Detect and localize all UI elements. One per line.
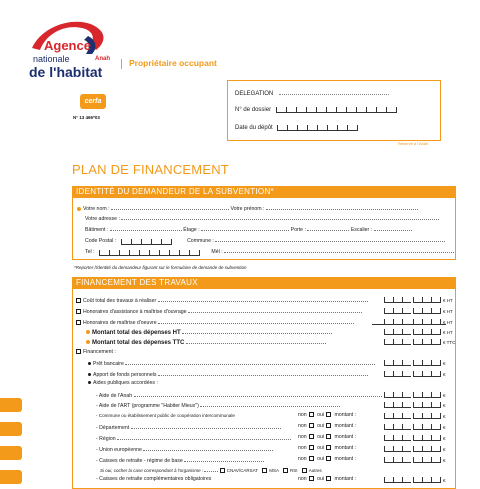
adresse-field[interactable] bbox=[121, 214, 439, 220]
oui-checkbox[interactable] bbox=[326, 476, 331, 481]
leader-dots bbox=[186, 338, 326, 344]
montant-label: montant : bbox=[334, 423, 357, 429]
financement-heading: FINANCEMENT DES TRAVAUX bbox=[72, 277, 456, 289]
commune-epci-label: - Commune ou établissement public de coopération intercommunale bbox=[96, 413, 235, 418]
msa-checkbox[interactable] bbox=[262, 468, 267, 473]
depot-date-field[interactable] bbox=[277, 125, 358, 131]
batiment-field[interactable] bbox=[110, 225, 182, 231]
rsi-checkbox[interactable] bbox=[283, 468, 288, 473]
bullet-icon bbox=[86, 330, 90, 334]
etage-label: Étage : bbox=[183, 227, 200, 233]
amount-field-apport[interactable] bbox=[384, 371, 446, 377]
side-tab[interactable] bbox=[0, 398, 22, 412]
oui-label: oui bbox=[317, 434, 325, 440]
non-label: non bbox=[298, 476, 307, 482]
oui-label: oui bbox=[317, 445, 325, 451]
leader-dots bbox=[134, 391, 382, 397]
leader-dots bbox=[182, 328, 332, 334]
reserve-note: Réservé à l'Anah bbox=[398, 141, 429, 146]
leader-dots bbox=[158, 370, 368, 376]
unit-label: € HT bbox=[443, 309, 453, 314]
oui-label: oui bbox=[317, 423, 325, 429]
non-checkbox[interactable] bbox=[309, 476, 314, 481]
leader-dots bbox=[188, 307, 362, 313]
financement-row bbox=[76, 349, 116, 356]
amount-field-montant-ttc[interactable] bbox=[384, 339, 455, 345]
honoraires-oeuvre-checkbox[interactable] bbox=[76, 320, 81, 325]
caisses-base-label: - Caisses de retraite - régime de base bbox=[96, 458, 183, 464]
dossier-row bbox=[235, 107, 397, 113]
identite-heading: IDENTITÉ DU DEMANDEUR DE LA SUBVENTION* bbox=[72, 186, 456, 198]
etage-field[interactable] bbox=[201, 225, 289, 231]
leader-dots bbox=[131, 423, 281, 429]
bullet-icon bbox=[88, 373, 91, 376]
financement-label: Financement : bbox=[83, 349, 116, 355]
commune-field[interactable] bbox=[215, 236, 445, 242]
leader-dots bbox=[158, 318, 354, 324]
cout-total-label: Coût total des travaux à réaliser bbox=[83, 298, 157, 304]
code-postal-label: Code Postal : bbox=[85, 238, 117, 244]
unit-label: € HT bbox=[443, 330, 453, 335]
non-checkbox[interactable] bbox=[309, 412, 314, 417]
region-row bbox=[96, 434, 291, 443]
financement-checkbox[interactable] bbox=[76, 349, 81, 354]
bullet-icon bbox=[86, 340, 90, 344]
prenom-field[interactable] bbox=[266, 204, 418, 210]
montant-label: montant : bbox=[334, 434, 357, 440]
oui-label: oui bbox=[317, 476, 325, 482]
prenom-label: Votre prénom : bbox=[230, 206, 265, 212]
dossier-number-field[interactable] bbox=[276, 107, 397, 113]
honoraires-ouvrage-row bbox=[76, 307, 362, 316]
dossier-label: N° de dossier bbox=[235, 107, 272, 113]
caisses-compl-label: - Caisses de retraite complémentaires obligatoires bbox=[96, 476, 212, 482]
leader-dots bbox=[143, 445, 273, 451]
honoraires-ouvrage-checkbox[interactable] bbox=[76, 309, 81, 314]
oui-label: oui bbox=[317, 412, 325, 418]
logo-text-anah: Anah bbox=[95, 56, 110, 62]
cerfa-logo: cerfa bbox=[80, 94, 106, 109]
amount-field-caisses-base[interactable] bbox=[384, 457, 446, 463]
amount-field-aide-anah[interactable] bbox=[384, 392, 446, 398]
logo-text-habitat: de l'habitat bbox=[29, 64, 103, 80]
aide-anah-label: - Aide de l'Anah bbox=[96, 393, 133, 399]
leader-dots bbox=[158, 296, 368, 302]
caisses-base-row bbox=[96, 456, 264, 465]
montant-ht-label: Montant total des dépenses HT bbox=[92, 330, 181, 336]
msa-label: MSA bbox=[269, 468, 279, 473]
profile-label: Propriétaire occupant bbox=[129, 58, 217, 68]
adresse-label: Votre adresse : bbox=[85, 216, 120, 222]
unit-label: € bbox=[443, 436, 446, 441]
honoraires-oeuvre-label: Honoraires de maîtrise d'oeuvre bbox=[83, 320, 157, 326]
amount-field-union-europeenne[interactable] bbox=[384, 446, 446, 452]
leader-dots bbox=[204, 466, 218, 472]
mel-field[interactable] bbox=[224, 247, 454, 253]
montant-label: montant : bbox=[334, 476, 357, 482]
rsi-label: RSI bbox=[290, 468, 298, 473]
nom-field[interactable] bbox=[111, 204, 229, 210]
tel-field[interactable] bbox=[99, 250, 200, 256]
header-separator bbox=[121, 59, 122, 69]
region-label: - Région bbox=[96, 436, 116, 442]
autres-checkbox[interactable] bbox=[302, 468, 307, 473]
non-label: non bbox=[298, 412, 307, 418]
amount-field-commune-epci[interactable] bbox=[384, 413, 446, 419]
side-tab[interactable] bbox=[0, 422, 22, 436]
departement-label: - Département bbox=[96, 425, 130, 431]
bullet-icon bbox=[88, 381, 91, 384]
honoraires-oeuvre-row bbox=[76, 318, 354, 327]
amount-field-montant-ht[interactable] bbox=[384, 329, 453, 335]
porte-label: Porte : bbox=[290, 227, 306, 233]
union-europeenne-label: - Union européenne bbox=[96, 447, 142, 453]
union-europeenne-row bbox=[96, 445, 273, 454]
oui-checkbox[interactable] bbox=[326, 445, 331, 450]
non-label: non bbox=[298, 456, 307, 462]
oui-checkbox[interactable] bbox=[326, 423, 331, 428]
cerfa-number: N° 13 466*03 bbox=[73, 115, 100, 120]
commune-epci-choices bbox=[298, 412, 356, 419]
cnav-checkbox[interactable] bbox=[220, 468, 225, 473]
escalier-field[interactable] bbox=[374, 225, 412, 231]
non-checkbox[interactable] bbox=[309, 434, 314, 439]
depot-label: Date du dépôt bbox=[235, 125, 273, 131]
delegation-label: DELEGATION bbox=[235, 91, 274, 97]
caisses-base-choices bbox=[298, 456, 356, 463]
non-checkbox[interactable] bbox=[309, 423, 314, 428]
logo-text-nationale: nationale bbox=[33, 54, 70, 64]
si-oui-note: Si oui, cocher la case correspondant à l'organisme : bbox=[100, 468, 204, 473]
oui-checkbox[interactable] bbox=[326, 412, 331, 417]
nom-row bbox=[77, 204, 418, 213]
identite-section bbox=[72, 198, 456, 260]
region-choices bbox=[298, 434, 356, 441]
aide-fart-label: - Aide de l'ART (programme "Habiter Mieux") bbox=[96, 403, 199, 409]
non-label: non bbox=[298, 434, 307, 440]
union-europeenne-choices bbox=[298, 445, 356, 452]
cnav-label: CNAV/CARSAT bbox=[226, 468, 258, 473]
batiment-label: Bâtiment : bbox=[85, 227, 109, 233]
leader-dots bbox=[200, 401, 340, 407]
unit-label: € bbox=[443, 393, 446, 398]
amount-field-honoraires-ouvrage[interactable] bbox=[384, 308, 453, 314]
delegation-field[interactable] bbox=[279, 89, 389, 95]
commune-label: Commune : bbox=[187, 238, 214, 244]
side-tab[interactable] bbox=[0, 446, 22, 460]
porte-field[interactable] bbox=[307, 225, 349, 231]
tel-row bbox=[85, 247, 454, 256]
unit-label: € bbox=[443, 414, 446, 419]
oui-label: oui bbox=[317, 456, 325, 462]
apport-row bbox=[88, 370, 368, 379]
autres-label: Autres bbox=[308, 468, 322, 473]
amount-field-departement[interactable] bbox=[384, 424, 446, 430]
unit-label: € TTC bbox=[443, 340, 456, 345]
unit-label: € bbox=[443, 361, 446, 366]
pret-bancaire-row bbox=[88, 359, 375, 368]
logo-text-agence: Agence bbox=[44, 38, 91, 53]
unit-label: € bbox=[443, 425, 446, 430]
aide-fart-row bbox=[96, 401, 340, 410]
si-oui-row bbox=[100, 466, 322, 474]
non-checkbox[interactable] bbox=[309, 445, 314, 450]
identite-footnote: *Reporter l'identité du demandeur figurant sur le formulaire de demande de subvention bbox=[74, 265, 247, 270]
oui-checkbox[interactable] bbox=[326, 434, 331, 439]
montant-ttc-label: Montant total des dépenses TTC bbox=[92, 340, 185, 346]
unit-label: € HT bbox=[443, 298, 453, 303]
non-label: non bbox=[298, 423, 307, 429]
unit-label: € bbox=[443, 478, 446, 483]
unit-label: € bbox=[443, 372, 446, 377]
honoraires-ouvrage-label: Honoraires d'assistance à maîtrise d'ouvrage bbox=[83, 309, 187, 315]
side-tab[interactable] bbox=[0, 470, 22, 484]
aides-publiques-row bbox=[88, 380, 158, 387]
delegation-box bbox=[227, 80, 441, 141]
cout-total-row bbox=[76, 296, 368, 305]
unit-label: € bbox=[443, 403, 446, 408]
departement-choices bbox=[298, 423, 356, 430]
adresse-row bbox=[85, 214, 439, 223]
escalier-label: Escalier : bbox=[350, 227, 373, 233]
depot-row bbox=[235, 125, 358, 131]
montant-ht-row bbox=[86, 328, 332, 337]
amount-field-pret-bancaire[interactable] bbox=[384, 360, 446, 366]
code-postal-field[interactable] bbox=[121, 239, 172, 245]
unit-label: € HT bbox=[443, 320, 453, 325]
montant-label: montant : bbox=[334, 412, 357, 418]
commune-epci-row bbox=[96, 412, 235, 419]
amount-field-region[interactable] bbox=[384, 435, 446, 441]
tel-label: Tel : bbox=[85, 249, 95, 255]
unit-label: € bbox=[443, 447, 446, 452]
montant-label: montant : bbox=[334, 456, 357, 462]
cout-total-checkbox[interactable] bbox=[76, 298, 81, 303]
code-postal-row bbox=[85, 236, 445, 245]
page-title: PLAN DE FINANCEMENT bbox=[72, 162, 229, 177]
batiment-row bbox=[85, 225, 412, 234]
aide-anah-row bbox=[96, 391, 382, 400]
amount-field-cout-total[interactable] bbox=[384, 297, 453, 303]
amount-field-honoraires-oeuvre[interactable] bbox=[384, 319, 453, 325]
amount-field-aide-fart[interactable] bbox=[384, 402, 446, 408]
departement-row bbox=[96, 423, 281, 432]
mel-label: Mél : bbox=[211, 249, 223, 255]
bullet-icon bbox=[77, 207, 81, 211]
montant-label: montant : bbox=[334, 445, 357, 451]
nom-label: Votre nom : bbox=[83, 206, 110, 212]
leader-dots bbox=[184, 456, 264, 462]
aides-publiques-label: Aides publiques accordées : bbox=[93, 380, 158, 386]
leader-dots bbox=[125, 359, 375, 365]
amount-field-caisses-compl[interactable] bbox=[384, 477, 446, 483]
leader-dots bbox=[117, 434, 291, 440]
unit-label: € bbox=[443, 458, 446, 463]
oui-checkbox[interactable] bbox=[326, 456, 331, 461]
montant-ttc-row bbox=[86, 338, 326, 347]
delegation-row bbox=[235, 89, 389, 97]
bullet-icon bbox=[88, 362, 91, 365]
apport-label: Apport de fonds personnels bbox=[93, 372, 157, 378]
pret-bancaire-label: Prêt bancaire bbox=[93, 361, 124, 367]
non-label: non bbox=[298, 445, 307, 451]
non-checkbox[interactable] bbox=[309, 456, 314, 461]
